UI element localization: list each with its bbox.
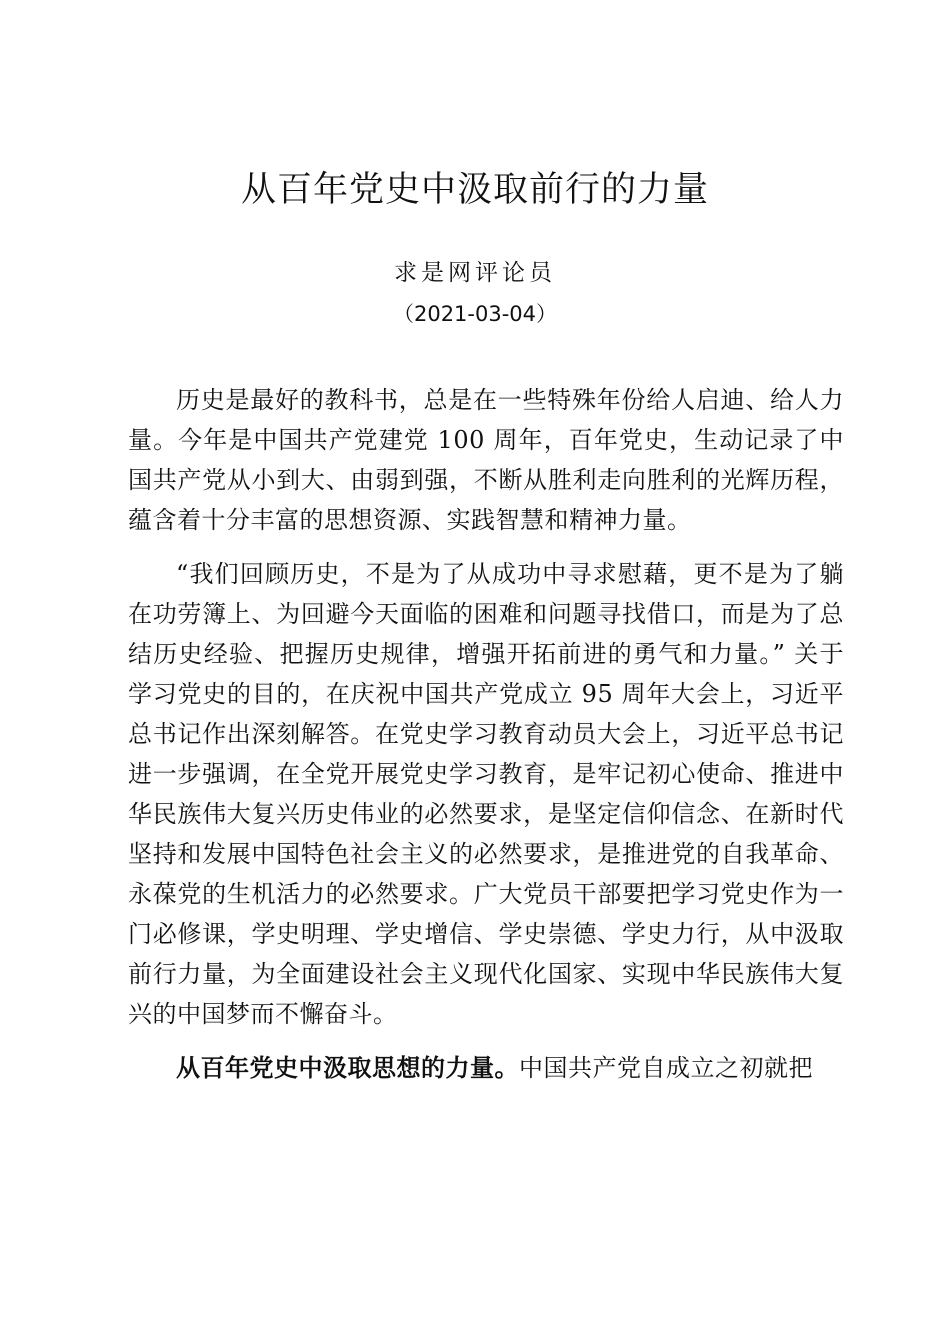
paragraph	[128, 1048, 844, 1088]
author-byline: 求是网评论员	[394, 260, 556, 286]
article-body	[128, 380, 844, 1102]
paragraph-text: “我们回顾历史，不是为了从成功中寻求慰藉，更不是为了躺在功劳簿上、为回避今天面临的困难和问题寻找借口，而是为了总结历史经验、把握历史规律，增强开拓前进的勇气和力量。” 关于学习党史的目的，在庆祝中国共产党成立 95 周年大会上，习近平总书记作出深刻解答。在党史学习教育动员大会上，习近平总书记进一步强调，在全党开展党史学习教育，是牢记初心使命、推进中华民族伟大复兴历史伟业的必然要求，是坚定信仰信念、在新时代坚持和发展中国特色社会主义的必然要求，是推进党的自我革命、永葆党的生机活力的必然要求。广大党员干部要把学习党史作为一门必修课，学史明理、学史增信、学史崇德、学史力行，从中汲取前行力量，为全面建设社会主义现代化国家、实现中华民族伟大复兴的中国梦而不懈奋斗。	[128, 560, 844, 1028]
document-title: 从百年党史中汲取前行的力量	[240, 170, 709, 210]
paragraph-text: 中国共产党自成立之初就把	[519, 1054, 813, 1082]
paragraph-text: 历史是最好的教科书，总是在一些特殊年份给人启迪、给人力量。今年是中国共产党建党 100 周年，百年党史，生动记录了中国共产党从小到大、由弱到强，不断从胜利走向胜利的光辉历程，蕴含着十分丰富的思想资源、实践智慧和精神力量。	[128, 386, 844, 534]
paragraph	[128, 554, 844, 1034]
paragraph	[128, 380, 844, 540]
publish-date: （2021-03-04）	[392, 302, 558, 326]
paragraph-lead: 从百年党史中汲取思想的力量。	[176, 1054, 519, 1082]
